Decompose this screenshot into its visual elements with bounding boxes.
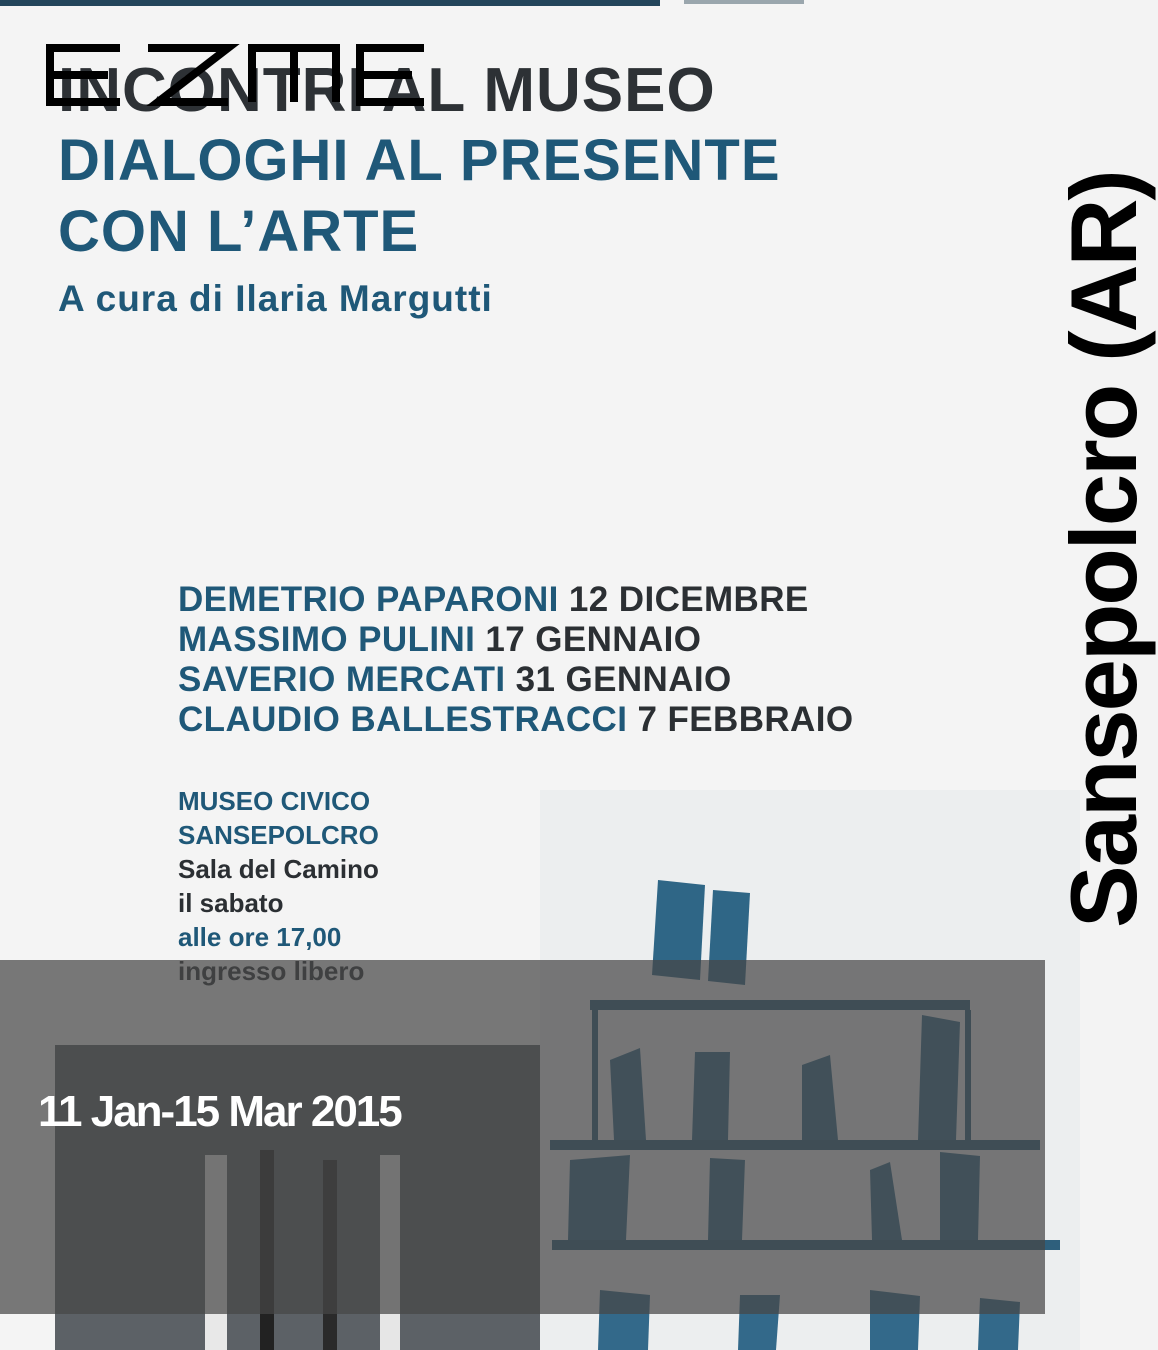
- schedule-list: [178, 580, 853, 740]
- schedule-row: [178, 580, 853, 620]
- exhibition-dates: 11 Jan-15 Mar 2015: [38, 1087, 401, 1136]
- speaker-name: SAVERIO MERCATI: [178, 660, 506, 699]
- venue-line: Sala del Camino: [178, 854, 379, 884]
- talk-date: 31 GENNAIO: [515, 660, 732, 699]
- poster-subheading-line2: CON L’ARTE: [58, 199, 420, 264]
- dates-overlay-band: [0, 960, 1045, 1314]
- schedule-row: [178, 700, 853, 740]
- venue-line: alle ore 17,00: [178, 922, 342, 952]
- location-title: Sansepolcro (AR): [1051, 171, 1156, 928]
- talk-date: 17 GENNAIO: [485, 620, 702, 659]
- schedule-row: [178, 620, 853, 660]
- curator-credit: A cura di Ilaria Margutti: [58, 278, 493, 319]
- poster-subheading: DIALOGHI AL PRESENTE: [58, 128, 781, 193]
- brand-logo: [38, 40, 434, 110]
- poster-heading: INCONTRI AL MUSEO: [58, 56, 716, 125]
- speaker-name: MASSIMO PULINI: [178, 620, 476, 659]
- talk-date: 7 FEBBRAIO: [637, 700, 854, 739]
- top-strip-right: [684, 0, 804, 4]
- venue-line: MUSEO CIVICO: [178, 786, 371, 816]
- venue-line: SANSEPOLCRO: [178, 820, 379, 850]
- speaker-name: CLAUDIO BALLESTRACCI: [178, 700, 628, 739]
- venue-info: [178, 784, 379, 988]
- top-strip: [0, 0, 660, 6]
- venue-line: il sabato: [178, 888, 284, 918]
- schedule-row: [178, 660, 853, 700]
- speaker-name: DEMETRIO PAPARONI: [178, 580, 559, 619]
- talk-date: 12 DICEMBRE: [568, 580, 809, 619]
